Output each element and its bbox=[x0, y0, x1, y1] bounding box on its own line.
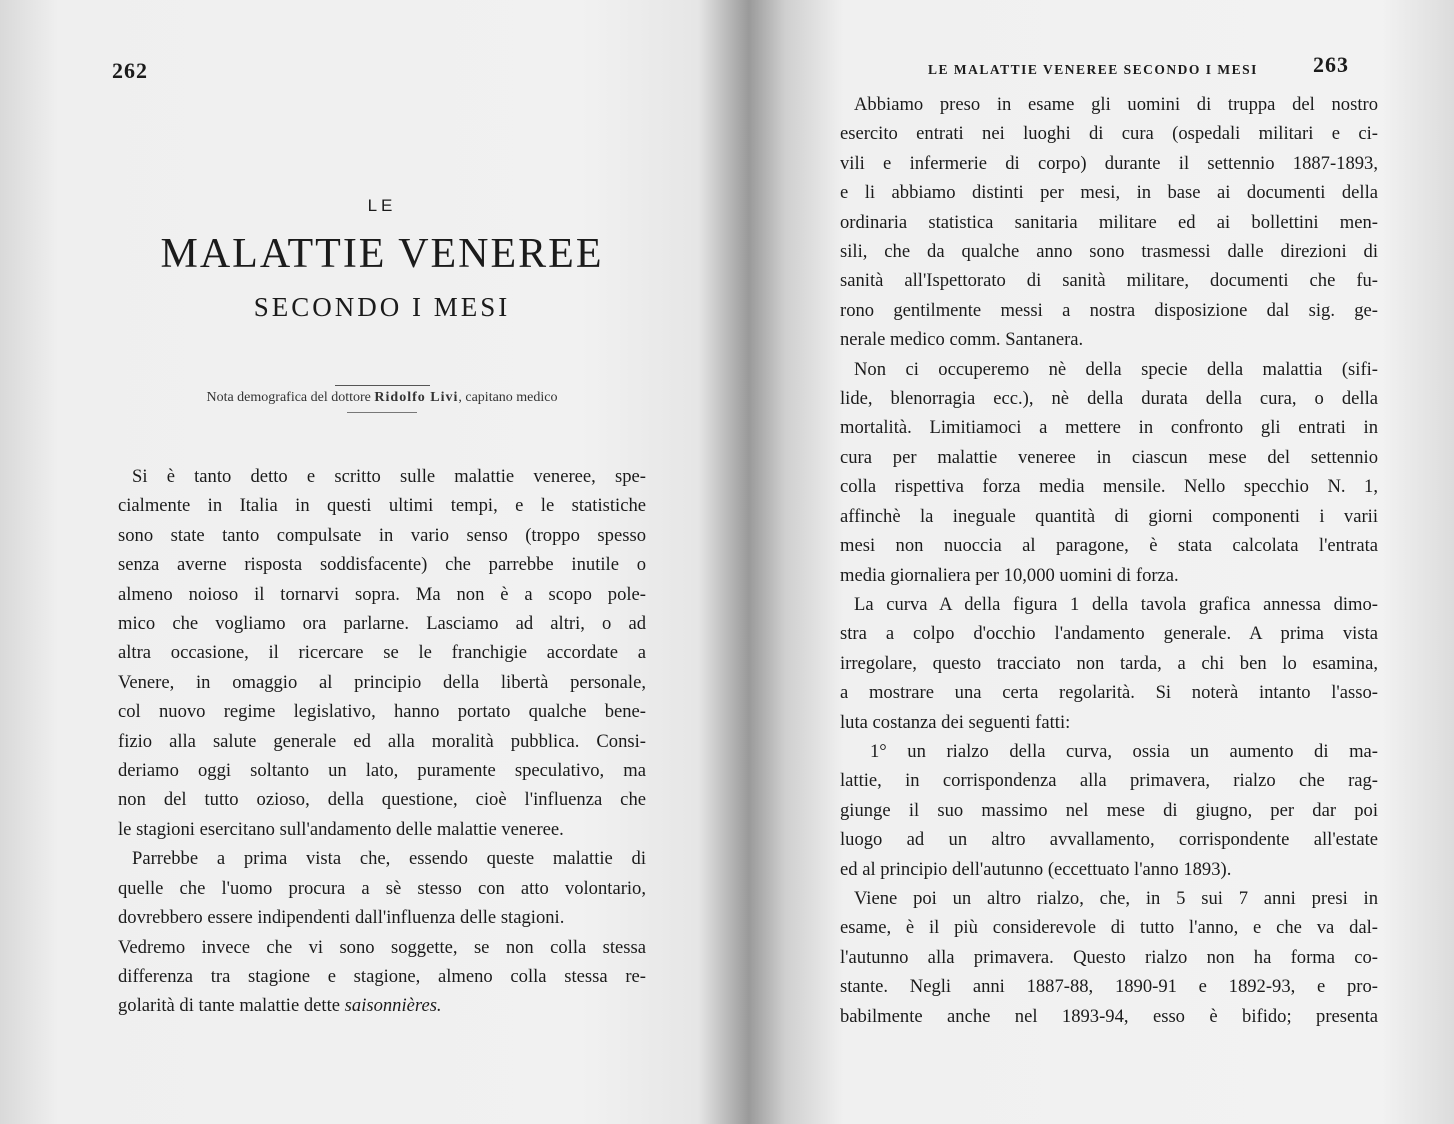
text-line: sili, che da qualche anno sono trasmessi dalle direzioni di bbox=[840, 241, 1378, 263]
text-line: e li abbiamo distinti per mesi, in base ai documenti della bbox=[840, 182, 1378, 204]
text-line: colla rispettiva forza media mensile. Nello specchio N. 1, bbox=[840, 476, 1378, 498]
running-head: LE MALATTIE VENEREE SECONDO I MESI bbox=[928, 62, 1258, 77]
text-line: affinchè la ineguale quantità di giorni componenti i varii bbox=[840, 505, 1378, 527]
text-line: Viene poi un altro rialzo, che, in 5 sui 7 anni presi in bbox=[854, 887, 1378, 909]
text-line: stra a colpo d'occhio l'andamento generale. A prima vista bbox=[840, 623, 1378, 645]
author-note-prefix: Nota demografica del dottore bbox=[206, 390, 375, 405]
text-line: non del tutto ozioso, della questione, cioè l'influenza che bbox=[118, 789, 646, 811]
text-line: mico che vogliamo ora parlarne. Lasciamo ad altri, o ad bbox=[118, 613, 646, 635]
page-number-right: 263 bbox=[1313, 52, 1349, 77]
text-line: sono state tanto compulsate in vario senso (troppo spesso bbox=[118, 524, 646, 546]
text-line: a mostrare una certa regolarità. Si noterà intanto l'asso- bbox=[840, 682, 1378, 704]
title-subtitle: SECONDO I MESI bbox=[253, 292, 511, 322]
text-line: vili e infermerie di corpo) durante il settennio 1887-1893, bbox=[840, 152, 1378, 174]
text-line: l'autunno alla primavera. Questo rialzo non ha forma co- bbox=[840, 946, 1378, 968]
text-line: differenza tra stagione e stagione, almeno colla stessa re- bbox=[118, 965, 646, 987]
text-line: cura per malattie veneree in ciascun mese del settennio bbox=[840, 446, 1378, 468]
text-line: altra occasione, il ricercare se le franchigie accordate a bbox=[118, 642, 646, 664]
text-line: ordinaria statistica sanitaria militare ed ai bollettini men- bbox=[840, 211, 1378, 233]
author-name: Ridolfo Livi bbox=[374, 390, 459, 405]
author-note bbox=[112, 390, 652, 406]
title-rule-bottom bbox=[347, 412, 417, 413]
text-line: Parrebbe a prima vista che, essendo queste malattie di bbox=[132, 848, 646, 870]
text-line: Vedremo invece che vi sono soggette, se non colla stessa bbox=[118, 936, 646, 958]
text-line: esame, è il più considerevole di tutto l'anno, e che va dal- bbox=[840, 917, 1378, 939]
text-line: Non ci occuperemo nè della specie della malattia (sifi- bbox=[854, 358, 1378, 380]
text-line: dovrebbero essere indipendenti dall'influenza delle stagioni. bbox=[118, 907, 565, 929]
text-line: cialmente in Italia in questi ultimi tempi, e le statistiche bbox=[118, 495, 646, 517]
text-line: col nuovo regime legislativo, hanno portato qualche bene- bbox=[118, 701, 646, 723]
text-line: mesi non nuoccia al paragone, è stata calcolata l'entrata bbox=[840, 535, 1378, 557]
text-line: lide, blenorragia ecc.), nè della durata della cura, o della bbox=[840, 388, 1378, 410]
text-line: nerale medico comm. Santanera. bbox=[840, 329, 1084, 351]
left-body-text bbox=[118, 462, 646, 1021]
right-page bbox=[760, 0, 1454, 1124]
text-line: 1° un rialzo della curva, ossia un aumento di ma- bbox=[870, 740, 1378, 762]
text-line: stante. Negli anni 1887-88, 1890-91 e 1892-93, e pro- bbox=[840, 976, 1378, 998]
text-line: esercito entrati nei luoghi di cura (ospedali militari e ci- bbox=[840, 123, 1378, 145]
text-line: quelle che l'uomo procura a sè stesso con atto volontario, bbox=[118, 877, 646, 899]
text-line: giunge il suo massimo nel mese di giugno, per dar poi bbox=[840, 799, 1378, 821]
author-note-suffix: , capitano medico bbox=[458, 390, 558, 405]
text-line-final-italic: saisonnières. bbox=[344, 995, 442, 1017]
text-line: ed al principio dell'autunno (eccettuato l'anno 1893). bbox=[840, 858, 1232, 880]
text-line: irregolare, questo tracciato non tarda, a chi ben lo esamina, bbox=[840, 652, 1378, 674]
text-line: rono gentilmente messi a nostra disposizione dal sig. ge- bbox=[840, 299, 1378, 321]
text-line: Venere, in omaggio al principio della libertà personale, bbox=[118, 671, 646, 693]
text-line: fizio alla salute generale ed alla moralità pubblica. Consi- bbox=[118, 730, 646, 752]
text-line: sanità all'Ispettorato di sanità militare, documenti che fu- bbox=[840, 270, 1378, 292]
text-line-final-roman: golarità di tante malattie dette bbox=[118, 995, 345, 1017]
text-line: media giornaliera per 10,000 uomini di forza. bbox=[840, 564, 1179, 586]
text-line: lattie, in corrispondenza alla primavera, rialzo che rag- bbox=[840, 770, 1378, 792]
text-line: almeno noioso il tornarvi sopra. Ma non è a scopo pole- bbox=[118, 583, 646, 605]
title-rule-top bbox=[335, 385, 430, 386]
page-number-left: 262 bbox=[112, 58, 148, 83]
text-line: Si è tanto detto e scritto sulle malattie veneree, spe- bbox=[132, 466, 646, 487]
text-line: La curva A della figura 1 della tavola grafica annessa dimo- bbox=[854, 593, 1378, 615]
text-line: le stagioni esercitano sull'andamento delle malattie veneree. bbox=[118, 818, 564, 840]
right-body-text bbox=[840, 90, 1378, 1031]
text-line: Abbiamo preso in esame gli uomini di truppa del nostro bbox=[854, 94, 1378, 115]
text-line: mortalità. Limitiamoci a mettere in confronto gli entrati in bbox=[840, 417, 1378, 439]
article-title-block bbox=[112, 196, 652, 413]
text-line-final bbox=[118, 991, 646, 1020]
text-line: deriamo oggi soltanto un lato, puramente speculativo, ma bbox=[118, 760, 646, 782]
text-line: luogo ad un altro avvallamento, corrispondente all'estate bbox=[840, 829, 1378, 851]
text-line: babilmente anche nel 1893-94, esso è bifido; presenta bbox=[840, 1005, 1378, 1027]
title-main: MALATTIE VENEREE bbox=[160, 231, 604, 277]
text-line: luta costanza dei seguenti fatti: bbox=[840, 711, 1071, 733]
text-line: senza averne risposta soddisfacente) che parrebbe inutile o bbox=[118, 554, 646, 576]
title-article: LE bbox=[367, 196, 397, 215]
